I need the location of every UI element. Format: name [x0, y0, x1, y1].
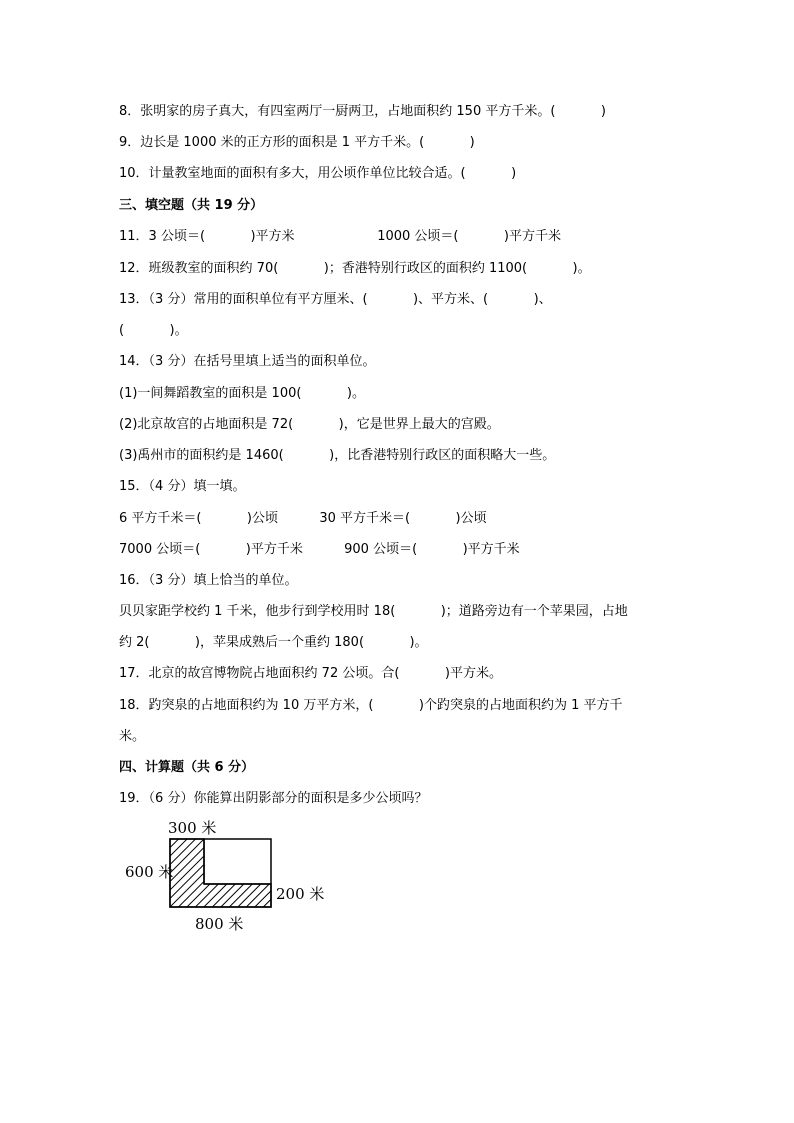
question-18-cont: 米。 — [119, 729, 146, 744]
question-15-row1: 6 平方千米＝( )公顷 30 平方千米＝( )公顷 — [119, 511, 487, 526]
question-14-1: (1)一间舞蹈教室的面积是 100( )。 — [119, 386, 365, 401]
question-16: 16．（3 分）填上恰当的单位。 — [119, 573, 298, 588]
shaded-region — [170, 839, 271, 907]
question-13-cont: ( )。 — [119, 323, 188, 338]
question-14-2: (2)北京故宫的占地面积是 72( )，它是世界上最大的宫殿。 — [119, 417, 500, 432]
question-16-text-cont: 约 2( )，苹果成熟后一个重约 180( )。 — [119, 635, 428, 650]
question-19: 19．（6 分）你能算出阴影部分的面积是多少公顷吗？ — [119, 791, 428, 806]
question-16-text: 贝贝家距学校约 1 千米，他步行到学校用时 18( )；道路旁边有一个苹果园，占地 — [119, 604, 628, 619]
question-15-row2: 7000 公顷＝( )平方千米 900 公顷＝( )平方千米 — [119, 542, 520, 557]
question-13: 13．（3 分）常用的面积单位有平方厘米、( )、平方米、( )、 — [119, 292, 552, 307]
label-bottom: 800 米 — [195, 915, 244, 933]
question-8: 8．张明家的房子真大，有四室两厅一厨两卫，占地面积约 150 平方千米。( ) — [119, 104, 606, 119]
question-9: 9．边长是 1000 米的正方形的面积是 1 平方千米。( ) — [119, 135, 475, 150]
label-left: 600 米 — [125, 863, 174, 881]
question-17: 17．北京的故宫博物院占地面积约 72 公顷。合( )平方米。 — [119, 666, 502, 681]
shaded-area-figure — [120, 812, 340, 942]
question-14-3: (3)禹州市的面积约是 1460( )，比香港特别行政区的面积略大一些。 — [119, 448, 556, 463]
label-top: 300 米 — [168, 819, 217, 837]
question-10: 10．计量教室地面的面积有多大，用公顷作单位比较合适。( ) — [119, 166, 517, 181]
question-12: 12．班级教室的面积约 70( )；香港特别行政区的面积约 1100( )。 — [119, 261, 591, 276]
question-11: 11．3 公顷＝( )平方米 1000 公顷＝( )平方千米 — [119, 229, 562, 244]
label-right: 200 米 — [276, 885, 325, 903]
question-18: 18．趵突泉的占地面积约为 10 万平方米，( )个趵突泉的占地面积约为 1 平方千 — [119, 698, 623, 713]
question-15: 15．（4 分）填一填。 — [119, 479, 246, 494]
question-14: 14．（3 分）在括号里填上适当的面积单位。 — [119, 354, 376, 369]
section-4-heading: 四、计算题（共 6 分） — [119, 760, 255, 775]
section-3-heading: 三、填空题（共 19 分） — [119, 198, 264, 213]
